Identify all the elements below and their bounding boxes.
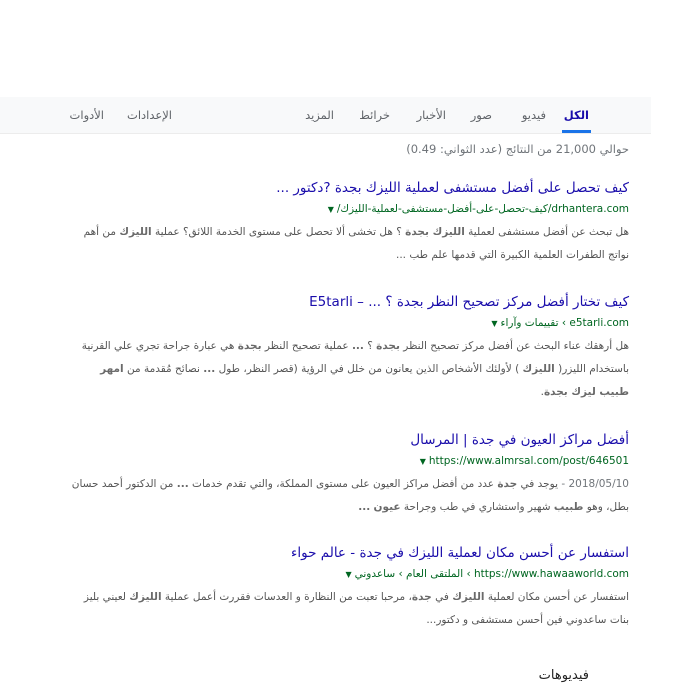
result-snippet <box>69 473 629 519</box>
result-url <box>69 566 629 583</box>
tab-video[interactable]: فيديو <box>521 108 546 122</box>
result-title-link[interactable]: كيف تختار أفضل مركز تصحيح النظر بجدة ؟ ... – E5tarli <box>309 294 629 310</box>
search-result <box>69 178 629 267</box>
search-result <box>69 543 629 632</box>
result-url-text: drhantera.com/كيف-تحصل-على-أفضل-مستشفى-لعملية-الليزك/ <box>336 203 629 215</box>
dropdown-arrow-icon[interactable]: ▼ <box>327 205 334 214</box>
result-title-link[interactable]: كيف تحصل على أفضل مستشفى لعملية الليزك بجدة ?دكتور ... <box>276 180 629 196</box>
result-stats: حوالي 21,000 من النتائج (عدد الثواني: 0.49) <box>406 142 629 156</box>
result-url-text: e5tarli.com › تقييمات وآراء <box>500 317 629 329</box>
tab-all[interactable]: الكل <box>564 97 589 133</box>
result-snippet-text: يوجد في جدة عدد من أفضل مراكز العيون على مستوى المملكة، والتي تقدم خدمات ... من الدكتور أحمد حسان بطل، وهو طبيب شهير واستشاري في طب وجراحة عيون ... <box>71 478 629 513</box>
search-result <box>69 292 629 404</box>
dropdown-arrow-icon[interactable]: ▼ <box>491 319 498 328</box>
search-tabs-bar <box>0 97 651 134</box>
tab-news[interactable]: الأخبار <box>416 108 446 122</box>
dropdown-arrow-icon[interactable]: ▼ <box>419 457 426 466</box>
result-url <box>69 201 629 218</box>
result-url <box>69 315 629 332</box>
tab-tools[interactable]: الأدوات <box>69 108 104 122</box>
result-title-link[interactable]: استفسار عن أحسن مكان لعملية الليزك في جدة - عالم حواء <box>291 545 629 561</box>
tab-settings[interactable]: الإعدادات <box>127 108 172 122</box>
result-snippet: هل أرهقك عناء البحث عن أفضل مركز تصحيح النظر بجدة ؟ ... عملية تصحيح النظر بجدة هي عبارة جراحة تجري علي القرنية باستخدام الليزر( الليزك ) لأولئك الأشخاص الذين يعانون من خلل في الرؤية (قصر النظر، طول ... نصائح مُقدمة من امهر طبيب ليزك بجدة. <box>81 340 629 398</box>
result-url <box>69 453 629 470</box>
result-title-link[interactable]: أفضل مراكز العيون في جدة | المرسال <box>410 432 629 448</box>
result-snippet: هل تبحث عن أفضل مستشفى لعملية الليزك بجدة ؟ هل تخشى ألا تحصل على مستوى الخدمة اللائق؟ عملية الليزك من أهم نواتج الطفرات العلمية الكبيرة التي قدمها علم طب ... <box>83 226 629 261</box>
result-snippet: استفسار عن أحسن مكان لعملية الليزك في جدة، مرحبا تعبت من النظارة و العدسات فقررت أعمل عملية الليزك لعيني بليز بنات ساعدوني فين أحسن مستشفى و دكتور... <box>83 591 629 626</box>
tab-maps[interactable]: خرائط <box>359 108 390 122</box>
search-result <box>69 430 629 519</box>
dropdown-arrow-icon[interactable]: ▼ <box>345 570 352 579</box>
tab-images[interactable]: صور <box>470 108 492 122</box>
tab-more[interactable]: المزيد <box>305 108 334 122</box>
videos-section-heading: فيديوهات <box>538 668 589 683</box>
result-url-text: https://www.hawaaworld.com › الملتقى العام › ساعدوني <box>354 568 629 580</box>
result-date: 2018/05/10 - <box>558 478 629 490</box>
result-url-text: https://www.almrsal.com/post/646501 <box>428 455 629 467</box>
